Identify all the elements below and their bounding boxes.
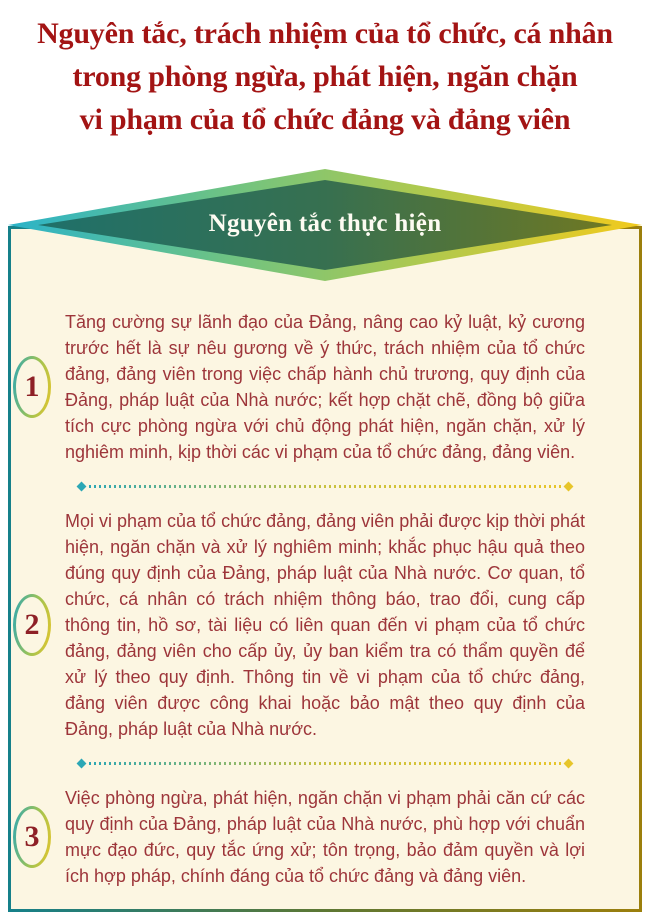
principle-text-2: Mọi vi phạm của tổ chức đảng, đảng viên phải được kịp thời phát hiện, ngăn chặn và xử lý nghiêm minh; khắc phục hậu quả theo đúng quy định của Đảng, pháp luật của Nhà nước. Cơ quan, tổ chức, cá nhân có trách nhiệm thông báo, trao đổi, cung cấp thông tin, hồ sơ, tài liệu có liên quan đến vi phạm của tổ chức đảng, đảng viên cho cấp ủy, ủy ban kiểm tra có thẩm quyền để xử lý theo quy định. Thông tin về vi phạm của tổ chức đảng, đảng viên được công khai hoặc bảo mật theo quy định của Đảng, pháp luật của Nhà nước. xyxy=(65,511,585,739)
dotted-separator-2 xyxy=(78,759,572,768)
separator-diamond-right-icon xyxy=(564,759,574,769)
separator-diamond-right-icon xyxy=(564,482,574,492)
number-label-2: 2 xyxy=(16,597,48,653)
number-label-3: 3 xyxy=(16,809,48,865)
principle-item-2 xyxy=(13,508,585,742)
number-label-1: 1 xyxy=(16,359,48,415)
page-title-line-1: Nguyên tắc, trách nhiệm của tổ chức, cá nhân xyxy=(37,17,613,50)
number-badge-1 xyxy=(13,356,51,418)
dotted-separator-1 xyxy=(78,482,572,491)
principles-panel xyxy=(8,226,642,912)
page-title xyxy=(0,12,650,141)
principle-text-1: Tăng cường sự lãnh đạo của Đảng, nâng cao kỷ luật, kỷ cương trước hết là sự nêu gương về ý thức, trách nhiệm của tổ chức đảng, đảng viên trong việc chấp hành chủ trương, quy định của Đảng, pháp luật của Nhà nước; kết hợp chặt chẽ, đồng bộ giữa tích cực phòng ngừa với chủ động phát hiện, ngăn chặn, xử lý nghiêm minh, kịp thời các vi phạm của tổ chức đảng, đảng viên. xyxy=(65,312,585,462)
page-title-line-2: trong phòng ngừa, phát hiện, ngăn chặn xyxy=(72,60,578,93)
principles-panel-body xyxy=(11,229,639,909)
separator-diamond-left-icon xyxy=(77,759,87,769)
banner-title: Nguyên tắc thực hiện xyxy=(208,210,442,237)
principle-item-3 xyxy=(13,785,585,889)
dotted-line xyxy=(89,485,561,488)
principle-text-3: Việc phòng ngừa, phát hiện, ngăn chặn vi phạm phải căn cứ các quy định của Đảng, pháp luật của Nhà nước, phù hợp với chuẩn mực đạo đức, quy tắc ứng xử; tôn trọng, bảo đảm quyền và lợi ích hợp pháp, chính đáng của tổ chức đảng và đảng viên. xyxy=(65,788,585,886)
number-badge-2 xyxy=(13,594,51,656)
page-title-line-3: vi phạm của tổ chức đảng và đảng viên xyxy=(79,103,571,136)
number-badge-3 xyxy=(13,806,51,868)
separator-diamond-left-icon xyxy=(77,482,87,492)
dotted-line xyxy=(89,762,561,765)
principle-item-1 xyxy=(13,309,585,465)
